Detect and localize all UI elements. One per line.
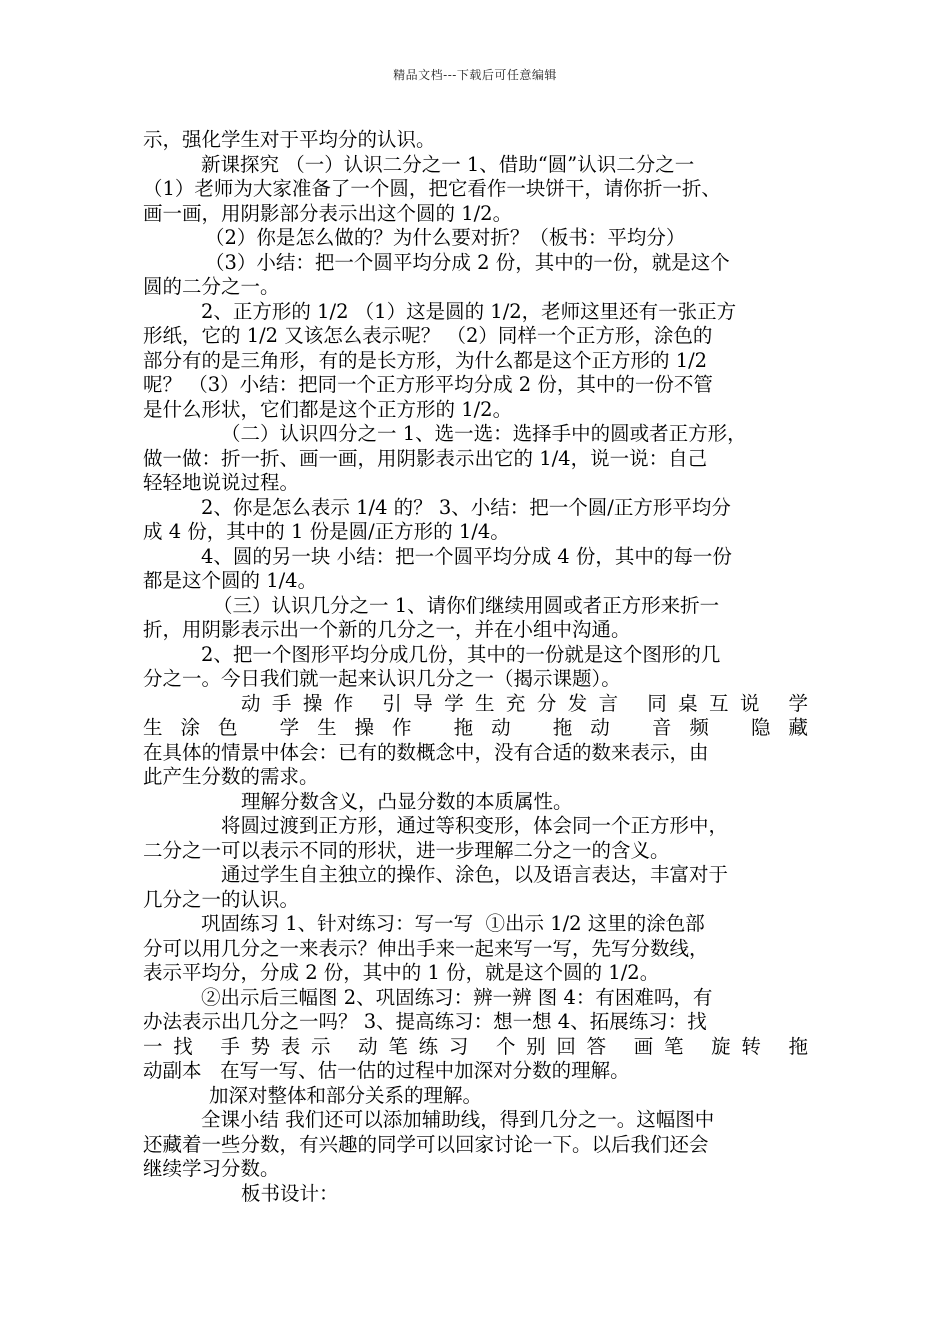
text-line: 2、你是怎么表示 1/4 的？ 3、小结：把一个圆/正方形平均分 [201,495,731,519]
text-line: （2）你是怎么做的？为什么要对折？（板书：平均分） [205,226,686,249]
text-line: 理解分数含义，凸显分数的本质属性。 [241,789,573,813]
text-line: 几分之一的认识。 [143,887,300,911]
text-line: 一找 手势表示 动笔练习 个别回答 画笔 旋转 拖 [143,1034,808,1058]
text-line: 新课探究 （一）认识二分之一 1、借助“圆”认识二分之一 [201,152,695,176]
text-line: 巩固练习 1、针对练习：写一写 ①出示 1/2 这里的涂色部 [201,912,705,935]
text-line: 生涂色 学生操作 拖动 拖动 音频 隐藏 [143,716,808,739]
text-line: 做一做：折一折、画一画，用阴影表示出它的 1/4，说一说：自己 [143,446,708,470]
text-line: 二分之一可以表示不同的形状，进一步理解二分之一的含义。 [143,838,670,862]
text-line: 2、正方形的 1/2 （1）这是圆的 1/2，老师这里还有一张正方 [201,299,737,323]
text-line: 轻轻地说说过程。 [143,471,300,494]
text-line: 还藏着一些分数，有兴趣的同学可以回家讨论一下。以后我们还会 [143,1132,709,1156]
text-line: 部分有的是三角形，有的是长方形，为什么都是这个正方形的 1/2 [143,348,708,372]
page-header: 精品文档---下载后可任意编辑 [393,68,557,82]
text-line: 折，用阴影表示出一个新的几分之一，并在小组中沟通。 [143,618,631,641]
text-line: 4、圆的另一块 小结：把一个圆平均分成 4 份，其中的每一份 [201,544,732,568]
text-line: 加深对整体和部分关系的理解。 [209,1083,483,1107]
text-line: 通过学生自主独立的操作、涂色，以及语言表达，丰富对于 [221,863,729,886]
text-line: 在具体的情景中体会：已有的数概念中，没有合适的数来表示，由 [143,740,709,764]
text-line: （三）认识几分之一 1、请你们继续用圆或者正方形来折一 [213,593,720,617]
text-line: 都是这个圆的 1/4。 [143,569,318,592]
text-line: 动手操作 引导学生充分发言 同桌互说 学 [241,691,808,715]
text-line: 表示平均分，分成 2 份，其中的 1 份，就是这个圆的 1/2。 [143,961,660,984]
text-line: 2、把一个图形平均分成几份，其中的一份就是这个图形的几 [201,642,721,666]
text-line: （1）老师为大家准备了一个圆，把它看作一块饼干，请你折一折、 [143,177,721,200]
text-line: 成 4 份，其中的 1 份是圆/正方形的 1/4。 [143,520,510,543]
text-line: 分之一。今日我们就一起来认识几分之一（揭示课题）。 [143,667,621,690]
text-line: 示，强化学生对于平均分的认识。 [143,128,436,151]
text-line: ②出示后三幅图 2、巩固练习：辨一辨 图 4：有困难吗，有 [201,985,713,1009]
text-line: 是什么形状，它们都是这个正方形的 1/2。 [143,397,513,421]
text-line: 画一画，用阴影部分表示出这个圆的 1/2。 [143,201,513,225]
text-line: 继续学习分数。 [143,1157,280,1180]
text-line: 呢？ （3）小结：把同一个正方形平均分成 2 份，其中的一份不管 [143,373,713,396]
text-line: 此产生分数的需求。 [143,765,319,788]
text-line: 形纸，它的 1/2 又该怎么表示呢？ （2）同样一个正方形，涂色的 [143,324,713,347]
text-line: 办法表示出几分之一吗？ 3、提高练习：想一想 4、拓展练习：找 [143,1010,707,1033]
text-line: 将圆过渡到正方形，通过等积变形，体会同一个正方形中， [221,814,729,837]
text-line: 全课小结 我们还可以添加辅助线，得到几分之一。这幅图中 [201,1108,715,1131]
text-line: （3）小结：把一个圆平均分成 2 份，其中的一份，就是这个 [205,250,730,274]
text-line: 动副本 在写一写、估一估的过程中加深对分数的理解。 [143,1059,630,1082]
text-line: 圆的二分之一。 [143,275,280,298]
text-line: 板书设计： [241,1181,339,1205]
text-line: 分可以用几分之一来表示？伸出手来一起来写一写，先写分数线， [143,936,709,960]
text-line: （二）认识四分之一 1、选一选：选择手中的圆或者正方形， [221,422,747,445]
